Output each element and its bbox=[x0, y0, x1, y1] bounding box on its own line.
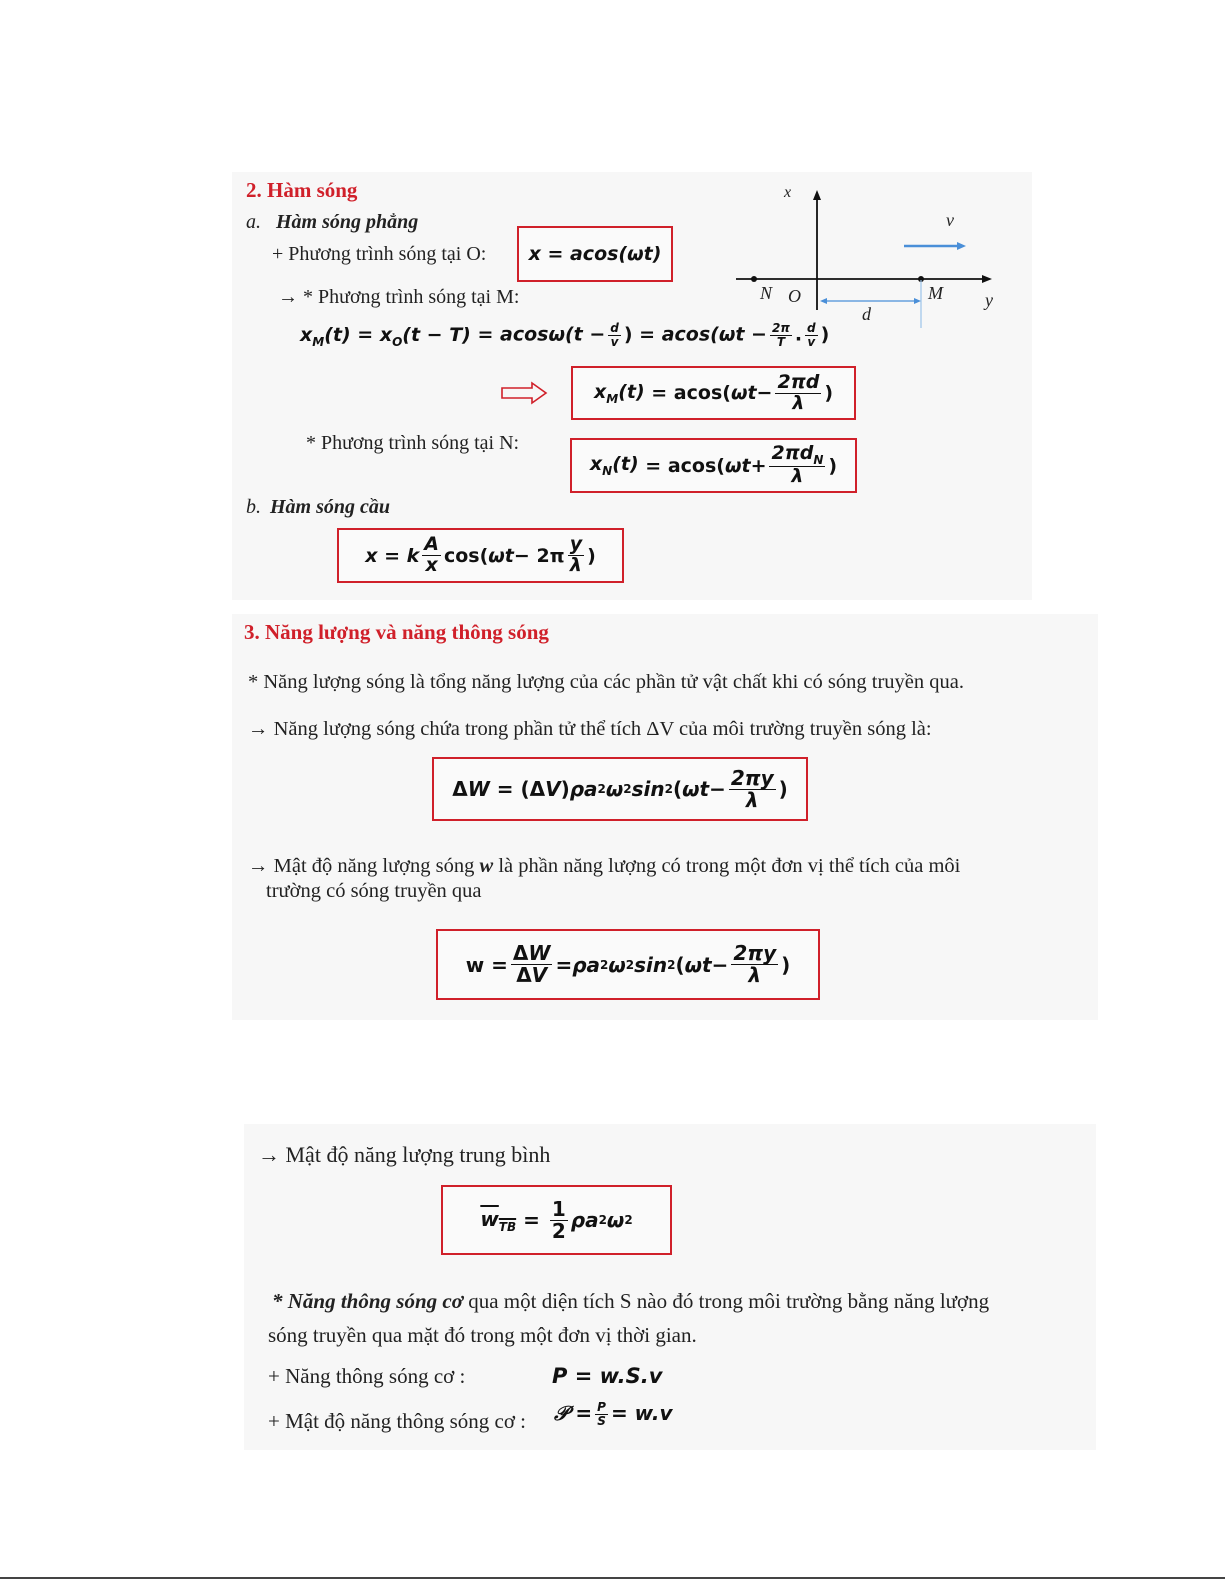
flux-definition-line1 bbox=[272, 1289, 989, 1314]
eq-dW: Δ W = (Δ V ) ρa 2 ω 2 sin 2 ( ωt − $\frac{2\pi y}{\lambda}$ ) bbox=[452, 765, 788, 812]
diagram-point-O-label: O bbox=[788, 286, 801, 306]
section-3-title: 3. Năng lượng và năng thông sóng bbox=[244, 620, 549, 644]
subsection-a-prefix: a. bbox=[246, 211, 261, 233]
section3-paragraph-3-line2: trường có sóng truyền qua bbox=[266, 880, 482, 902]
section3-paragraph-1: * Năng lượng sóng là tổng năng lượng của các phần tử vật chất khi có sóng truyền qua. bbox=[248, 671, 964, 693]
eq-M-long: $x_M(t) = x_O(t - T) = acos\omega(t$ − $\frac{d}{v}$ ) = acos(ωt − $\frac{2\pi}{T}$ . $\frac{d}{v}$ ) bbox=[300, 321, 830, 349]
eq-sphere: x = k $\frac{A}{x}$ cos( ωt − 2π $\frac{y}{\lambda}$ ) bbox=[365, 533, 596, 576]
eq-flux-density: 𝒫 = $\frac{P}{S}$ = w.v bbox=[554, 1400, 673, 1428]
subsection-a-title: Hàm sóng phẳng bbox=[276, 211, 419, 233]
diagram-axis-x-label: x bbox=[784, 184, 792, 201]
diagram-point-N-label: N bbox=[760, 283, 773, 303]
eq-M-box bbox=[571, 366, 856, 420]
eq-dW-box bbox=[432, 757, 808, 821]
eq-wtb-box bbox=[441, 1185, 672, 1255]
eq-P: P = w.S.v bbox=[552, 1364, 663, 1388]
subsection-b-prefix: b. bbox=[246, 496, 261, 518]
section3-paragraph-2: → Năng lượng sóng chứa trong phần tử thể tích ΔV của môi trường truyền sóng là: bbox=[248, 718, 932, 740]
diagram-velocity-label: v⃗ bbox=[946, 210, 968, 230]
page-bottom-rule bbox=[0, 1577, 1225, 1579]
eq-wtb: $w_{TB}$ = $\frac{1}{2}$ ρa 2 ω 2 bbox=[480, 1196, 633, 1243]
point-N-dot bbox=[751, 276, 757, 282]
subsection-b-heading bbox=[246, 496, 390, 519]
diagram-point-M-label: M bbox=[928, 283, 943, 303]
diagram-distance-label: d bbox=[862, 304, 871, 324]
flux-line-label: + Năng thông sóng cơ : bbox=[268, 1364, 466, 1388]
eq-N: $x_N(t)$ = acos( ωt + $\frac{2\pi d_N}{\lambda}$ ) bbox=[589, 441, 838, 488]
line-wave-at-M: → * Phương trình sóng tại M: bbox=[278, 286, 520, 308]
line-wave-at-O: + Phương trình sóng tại O: bbox=[272, 243, 487, 265]
flux-definition-rest: qua một diện tích S nào đó trong môi trường bằng năng lượng bbox=[468, 1289, 990, 1313]
section-2-title: 2. Hàm sóng bbox=[246, 178, 358, 202]
avg-density-heading: → Mật độ năng lượng trung bình bbox=[258, 1142, 551, 1167]
subsection-a-heading bbox=[246, 211, 418, 234]
eq-O: x = acos(ωt) bbox=[528, 243, 662, 265]
flux-density-label: + Mật độ năng thông sóng cơ : bbox=[268, 1409, 527, 1433]
diagram-axis-y-label: y bbox=[985, 290, 993, 310]
section3-paragraph-3-line1: → Mật độ năng lượng sóng w là phần năng lượng có trong một đơn vị thể tích của môi bbox=[248, 855, 961, 877]
flux-definition-line2: sóng truyền qua mặt đó trong một đơn vị thời gian. bbox=[268, 1323, 697, 1347]
eq-O-box bbox=[517, 226, 673, 282]
eq-M: $x_M(t)$ = acos( ωt − $\frac{2\pi d}{\lambda}$ ) bbox=[593, 370, 834, 414]
eq-N-box bbox=[570, 438, 857, 493]
line-wave-at-N: * Phương trình sóng tại N: bbox=[306, 432, 520, 454]
eq-w: w = $\frac{\Delta W}{\Delta V}$ = ρa 2 ω 2 sin 2 ( ωt − $\frac{2\pi y}{\lambda}$ ) bbox=[465, 941, 791, 987]
eq-w-box bbox=[436, 929, 820, 1000]
subsection-b-title: Hàm sóng cầu bbox=[270, 496, 391, 518]
eq-sphere-box bbox=[337, 528, 624, 583]
flux-term: * Năng thông sóng cơ bbox=[272, 1289, 463, 1313]
implies-arrow-icon bbox=[500, 381, 548, 410]
